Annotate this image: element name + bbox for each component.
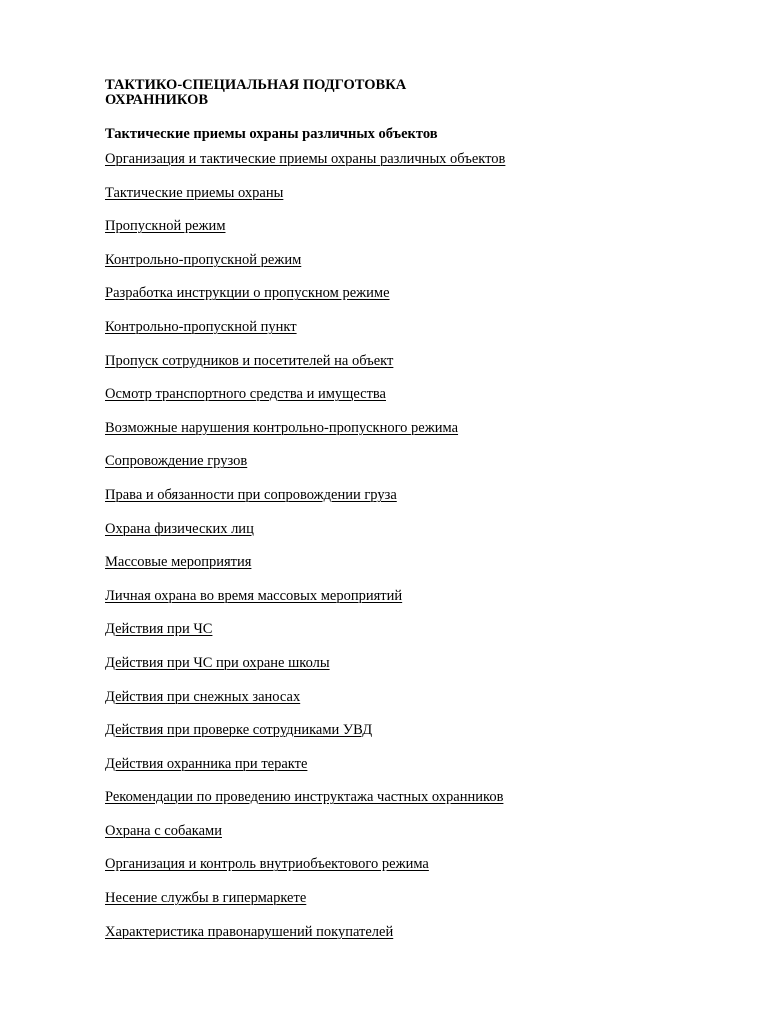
- toc-link[interactable]: Контрольно-пропускной пункт: [105, 318, 297, 335]
- toc-link[interactable]: Охрана с собаками: [105, 822, 222, 839]
- toc-link[interactable]: Организация и контроль внутриобъектового режима: [105, 856, 429, 873]
- table-of-contents: [105, 151, 705, 957]
- toc-link[interactable]: Действия при проверке сотрудниками УВД: [105, 722, 373, 739]
- list-item: [105, 218, 705, 252]
- list-item: [105, 151, 705, 185]
- list-item: [105, 924, 705, 958]
- list-item: [105, 756, 705, 790]
- toc-link[interactable]: Сопровождение грузов: [105, 453, 248, 470]
- list-item: [105, 353, 705, 387]
- list-item: [105, 554, 705, 588]
- document-page: [105, 78, 705, 957]
- list-item: [105, 621, 705, 655]
- toc-link[interactable]: Пропускной режим: [105, 218, 226, 235]
- list-item: [105, 823, 705, 857]
- list-item: [105, 319, 705, 353]
- toc-link[interactable]: Массовые мероприятия: [105, 554, 252, 571]
- list-item: [105, 420, 705, 454]
- list-item: [105, 185, 705, 219]
- toc-link[interactable]: Тактические приемы охраны: [105, 184, 284, 201]
- toc-link[interactable]: Охрана физических лиц: [105, 520, 254, 537]
- toc-link[interactable]: Действия при ЧС при охране школы: [105, 654, 330, 671]
- toc-link[interactable]: Рекомендации по проведению инструктажа частных охранников: [105, 789, 504, 806]
- toc-link[interactable]: Права и обязанности при сопровождении груза: [105, 486, 397, 503]
- toc-link[interactable]: Разработка инструкции о пропускном режиме: [105, 285, 390, 302]
- list-item: [105, 789, 705, 823]
- list-item: [105, 588, 705, 622]
- list-item: [105, 890, 705, 924]
- toc-link[interactable]: Действия охранника при теракте: [105, 755, 308, 772]
- toc-link[interactable]: Действия при ЧС: [105, 621, 213, 638]
- toc-link[interactable]: Несение службы в гипермаркете: [105, 890, 307, 907]
- list-item: [105, 655, 705, 689]
- list-item: [105, 689, 705, 723]
- toc-link[interactable]: Осмотр транспортного средства и имущества: [105, 386, 386, 403]
- list-item: [105, 252, 705, 286]
- list-item: [105, 521, 705, 555]
- toc-link[interactable]: Организация и тактические приемы охраны различных объектов: [105, 151, 506, 167]
- toc-link[interactable]: Контрольно-пропускной режим: [105, 251, 302, 268]
- list-item: [105, 386, 705, 420]
- toc-link[interactable]: Пропуск сотрудников и посетителей на объект: [105, 352, 394, 369]
- toc-link[interactable]: Характеристика правонарушений покупателей: [105, 923, 394, 940]
- list-item: [105, 487, 705, 521]
- document-title: ТАКТИКО-СПЕЦИАЛЬНАЯ ПОДГОТОВКА ОХРАННИКОВ: [105, 77, 407, 108]
- toc-link[interactable]: Возможные нарушения контрольно-пропускного режима: [105, 419, 459, 436]
- section-heading: Тактические приемы охраны различных объектов: [105, 126, 438, 142]
- list-item: [105, 856, 705, 890]
- list-item: [105, 722, 705, 756]
- toc-link[interactable]: Личная охрана во время массовых мероприятий: [105, 587, 403, 604]
- list-item: [105, 285, 705, 319]
- toc-link[interactable]: Действия при снежных заносах: [105, 688, 301, 705]
- list-item: [105, 453, 705, 487]
